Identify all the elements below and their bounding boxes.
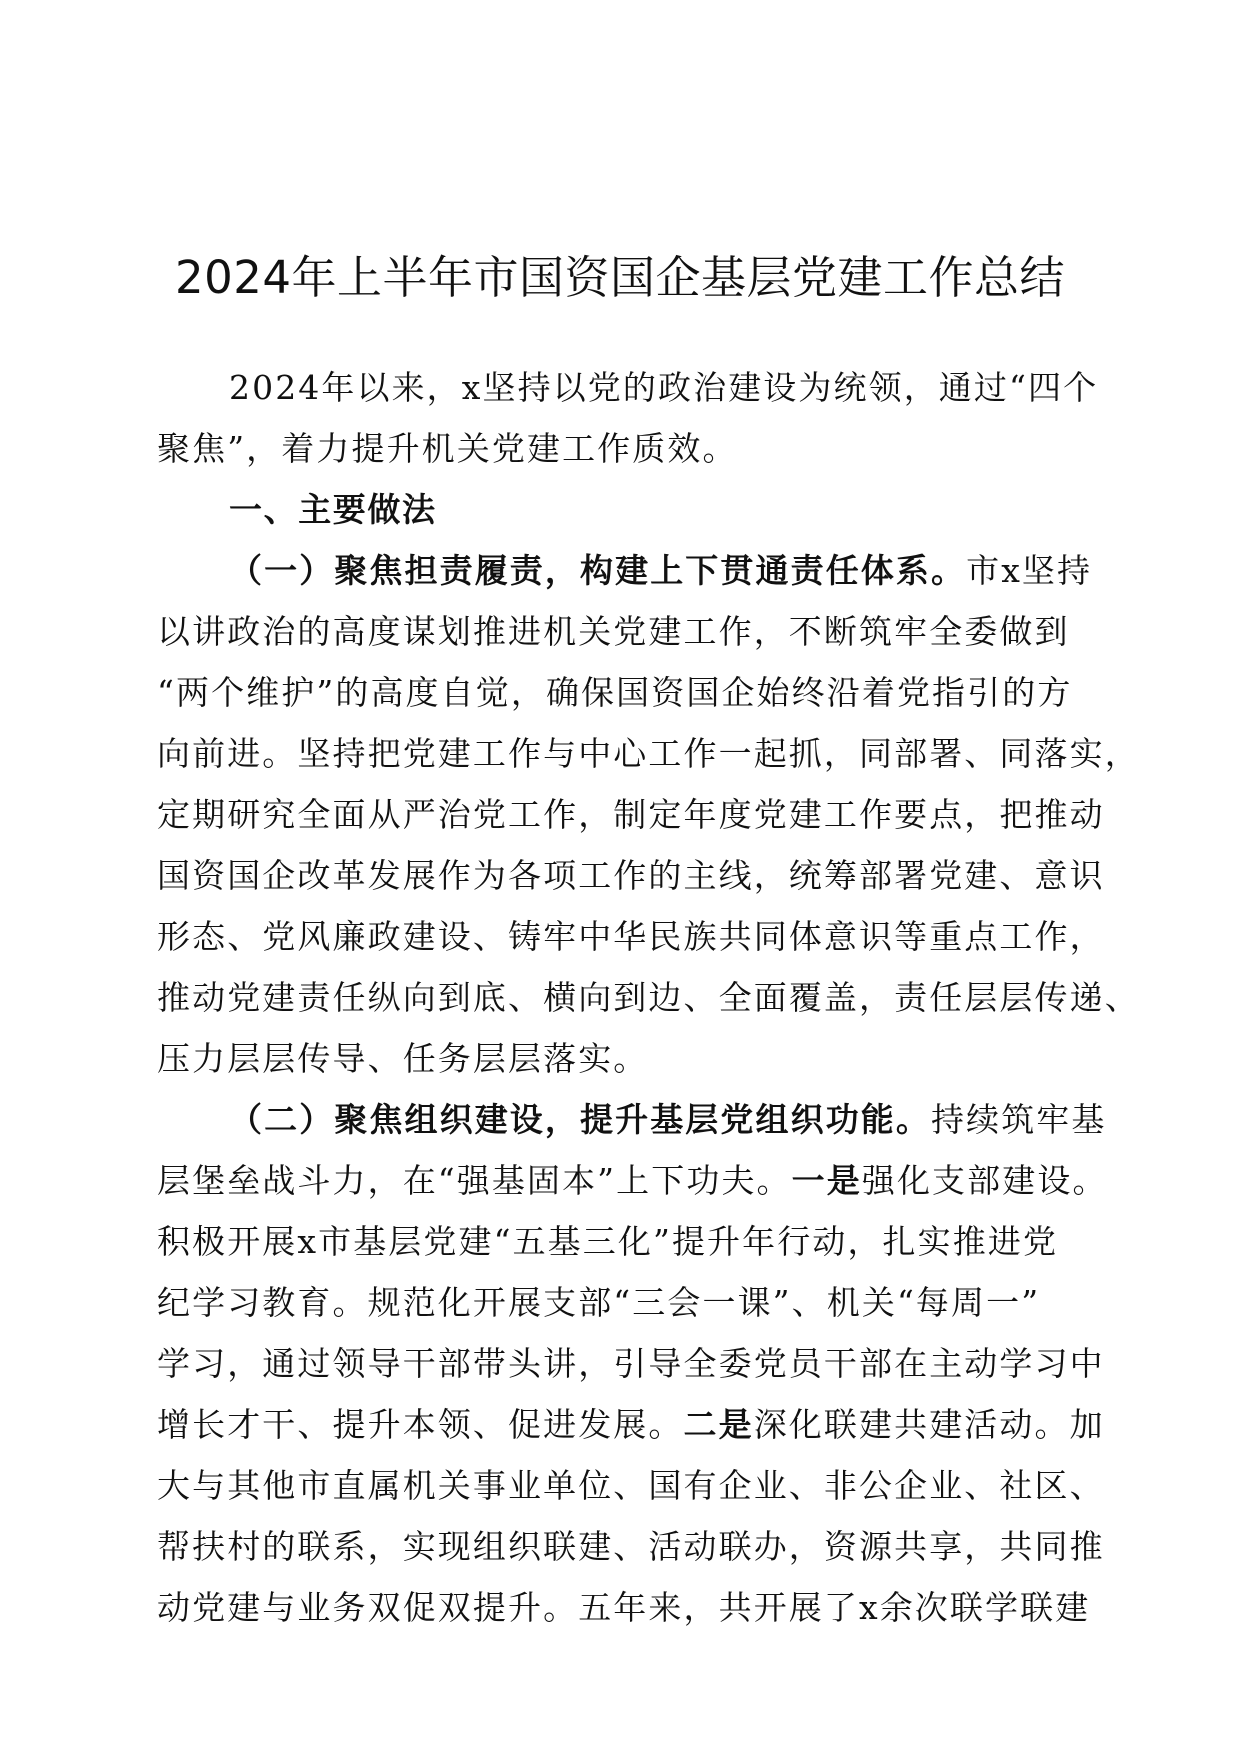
paragraph-line: [157, 1150, 1108, 1211]
paragraph-line: 大与其他市直属机关事业单位、国有企业、非公企业、社区、: [157, 1466, 1105, 1505]
paragraph-text: 强化支部建设。: [861, 1161, 1108, 1200]
paragraph-line: 国资国企改革发展作为各项工作的主线，统筹部署党建、意识: [157, 856, 1105, 895]
list-marker: 一是: [791, 1161, 862, 1200]
paragraph-text: 深化联建共建活动。加: [753, 1405, 1105, 1444]
list-marker: 二是: [683, 1405, 754, 1444]
paragraph-line: 向前进。坚持把党建工作与中心工作一起抓，同部署、同落实，: [157, 734, 1140, 773]
paragraph-line: 积极开展x市基层党建“五基三化”提升年行动，扎实推进党: [157, 1222, 1059, 1261]
paragraph-line: 压力层层传导、任务层层落实。: [157, 1039, 649, 1078]
paragraph-line: 推动党建责任纵向到底、横向到边、全面覆盖，责任层层传递、: [157, 978, 1140, 1017]
paragraph-text: 市x坚持: [966, 551, 1093, 590]
paragraph-line: 以讲政治的高度谋划推进机关党建工作，不断筑牢全委做到: [157, 612, 1070, 651]
paragraph-line: “两个维护”的高度自觉，确保国资国企始终沿着党指引的方: [157, 673, 1073, 712]
document-title: 2024年上半年市国资国企基层党建工作总结: [174, 251, 1066, 304]
paragraph-line: 帮扶村的联系，实现组织联建、活动联办，资源共享，共同推: [157, 1527, 1105, 1566]
paragraph-line: 形态、党风廉政建设、铸牢中华民族共同体意识等重点工作，: [157, 917, 1105, 956]
paragraph-line: [157, 540, 1097, 601]
paragraph-lead: （二）聚焦组织建设，提升基层党组织功能。: [229, 1100, 931, 1139]
paragraph-line: 纪学习教育。规范化开展支部“三会一课”、机关“每周一”: [157, 1283, 1041, 1322]
paragraph-text: 增长才干、提升本领、促进发展。: [157, 1405, 684, 1444]
document-body: [157, 357, 1140, 1638]
intro-line: 聚焦”，着力提升机关党建工作质效。: [157, 429, 738, 468]
paragraph-text: 持续筑牢基: [931, 1100, 1107, 1139]
intro-line: 2024年以来，x坚持以党的政治建设为统领，通过“四个: [229, 368, 1099, 407]
paragraph-line: [157, 1394, 1105, 1455]
paragraph-text: 层堡垒战斗力，在“强基固本”上下功夫。: [157, 1161, 792, 1200]
paragraph-line: 动党建与业务双促双提升。五年来，共开展了x余次联学联建: [157, 1588, 1091, 1627]
paragraph-line: 学习，通过领导干部带头讲，引导全委党员干部在主动学习中: [157, 1344, 1105, 1383]
paragraph-line: [157, 1089, 1107, 1150]
section-heading: 一、主要做法: [229, 490, 437, 529]
paragraph-line: 定期研究全面从严治党工作，制定年度党建工作要点，把推动: [157, 795, 1105, 834]
paragraph-lead: （一）聚焦担责履责，构建上下贯通责任体系。: [229, 551, 967, 590]
